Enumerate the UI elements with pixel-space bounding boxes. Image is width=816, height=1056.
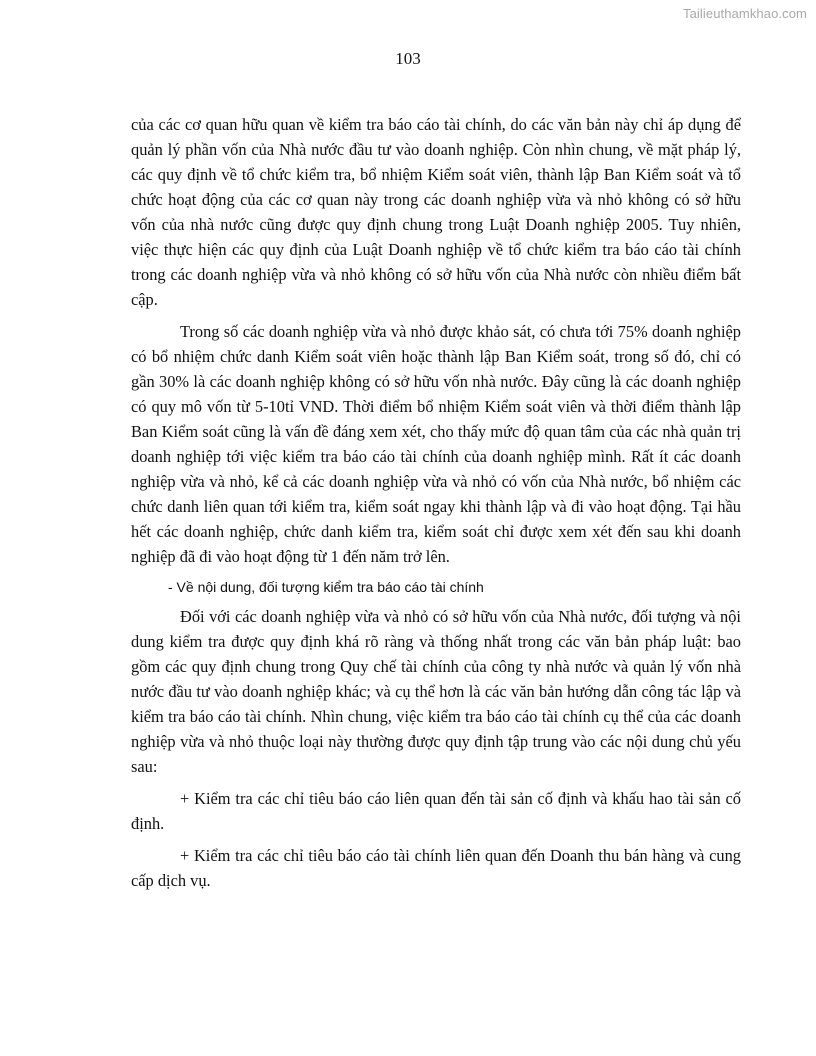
watermark: Tailieuthamkhao.com xyxy=(682,6,807,21)
list-item-fixed-assets: + Kiểm tra các chỉ tiêu báo cáo liên quan đến tài sản cố định và khấu hao tài sản cố định. xyxy=(131,789,741,833)
paragraph-survey: Trong số các doanh nghiệp vừa và nhỏ được khảo sát, có chưa tới 75% doanh nghiệp có bổ nhiệm chức danh Kiểm soát viên hoặc thành lập Ban Kiểm soát, trong số đó, chỉ có gần 30% là các doanh nghiệp không có sở hữu vốn nhà nước. Đây cũng là các doanh nghiệp có quy mô vốn từ 5-10tỉ VND. Thời điểm bổ nhiệm Kiểm soát viên và thời điểm thành lập Ban Kiểm soát cũng là vấn đề đáng xem xét, cho thấy mức độ quan tâm của các nhà quản trị doanh nghiệp tới việc kiểm tra báo cáo tài chính của doanh nghiệp mình. Rất ít các doanh nghiệp vừa và nhỏ, kể cả các doanh nghiệp vừa và nhỏ có vốn của Nhà nước, bổ nhiệm các chức danh liên quan tới kiểm tra, kiểm soát ngay khi thành lập và đi vào hoạt động. Tại hầu hết các doanh nghiệp, chức danh kiểm tra, kiểm soát chỉ được xem xét đến sau khi doanh nghiệp đã đi vào hoạt động từ 1 đến năm trở lên. xyxy=(131,322,741,566)
list-item-revenue: + Kiểm tra các chỉ tiêu báo cáo tài chính liên quan đến Doanh thu bán hàng và cung cấp dịch vụ. xyxy=(131,846,741,890)
section-heading: - Về nội dung, đối tượng kiểm tra báo cáo tài chính xyxy=(168,579,484,595)
page-number: 103 xyxy=(395,49,421,68)
paragraph-section-intro: Đối với các doanh nghiệp vừa và nhỏ có sở hữu vốn của Nhà nước, đối tượng và nội dung kiểm tra được quy định khá rõ ràng và thống nhất trong các văn bản pháp luật: bao gồm các quy định chung trong Quy chế tài chính của công ty nhà nước và quản lý vốn nhà nước đầu tư vào doanh nghiệp khác; và cụ thể hơn là các văn bản hướng dẫn công tác lập và kiểm tra báo cáo tài chính. Nhìn chung, việc kiểm tra báo cáo tài chính cụ thể của các doanh nghiệp vừa và nhỏ thuộc loại này thường được quy định tập trung vào các nội dung chủ yếu sau: xyxy=(131,607,741,776)
paragraph-continuation: của các cơ quan hữu quan về kiểm tra báo cáo tài chính, do các văn bản này chỉ áp dụng để quản lý phần vốn của Nhà nước đầu tư vào doanh nghiệp. Còn nhìn chung, về mặt pháp lý, các quy định về tổ chức kiểm tra, bổ nhiệm Kiểm soát viên, thành lập Ban Kiểm soát và tổ chức hoạt động của các cơ quan này trong các doanh nghiệp vừa và nhỏ không có sở hữu vốn của nhà nước cũng được quy định chung trong Luật Doanh nghiệp 2005. Tuy nhiên, việc thực hiện các quy định của Luật Doanh nghiệp về tổ chức kiểm tra báo cáo tài chính trong các doanh nghiệp vừa và nhỏ không có sở hữu vốn của Nhà nước còn nhiều điểm bất cập. xyxy=(131,115,741,309)
document-body xyxy=(131,112,741,900)
